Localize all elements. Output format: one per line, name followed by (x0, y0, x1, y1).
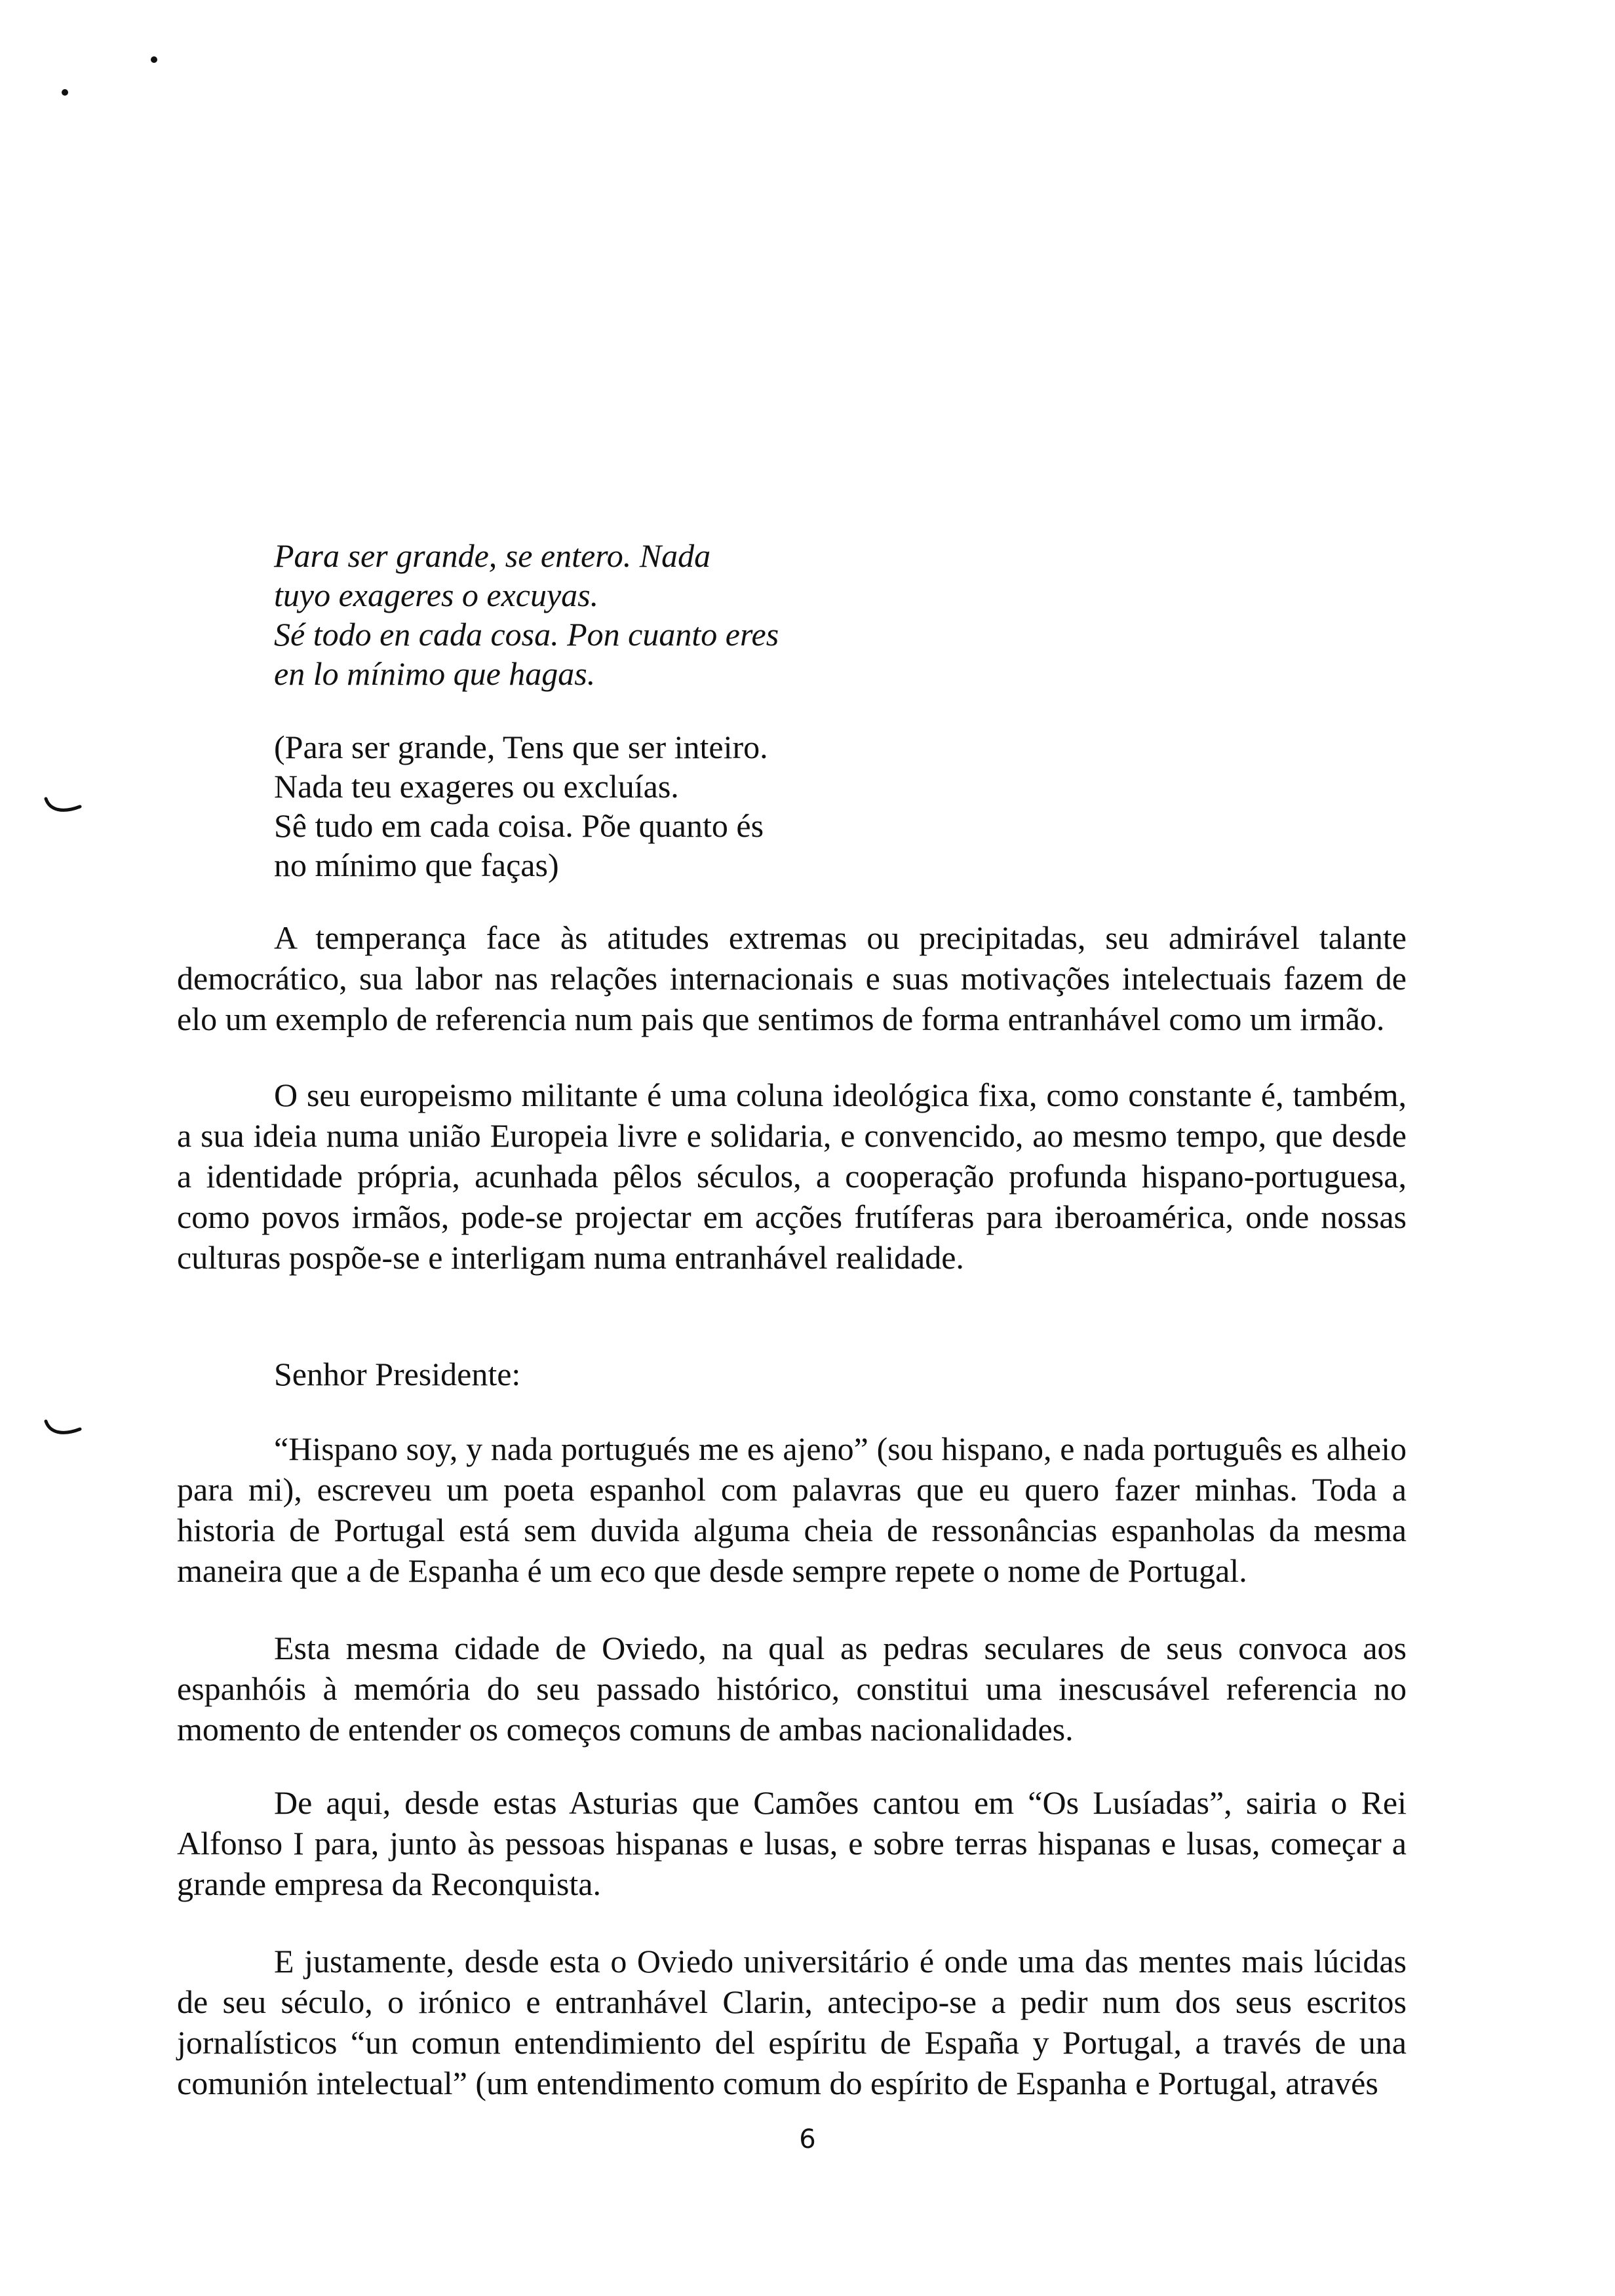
poem-line: Nada teu exageres ou excluías. (274, 768, 679, 805)
scan-speck-dot (62, 89, 68, 96)
poem-line: en lo mínimo que hagas. (274, 655, 596, 692)
body-paragraph: Esta mesma cidade de Oviedo, na qual as pedras seculares de seus convoca aos espanhóis à memória do seu passado histórico, constitui uma inescusável referencia no momento de entender os começos comuns de ambas nacionalidades. (177, 1630, 1407, 1748)
page-number: 6 (799, 2124, 816, 2154)
body-paragraph: E justamente, desde esta o Oviedo universitário é onde uma das mentes mais lúcidas de seu século, o irónico e entranhável Clarin, antecipo-se a pedir num dos seus escritos jornalísticos “un comun entendimiento del espíritu de España y Portugal, a través de una comunión intelectual” (um entendimento comum do espírito de Espanha e Portugal, através (177, 1943, 1407, 2101)
poem-line: tuyo exageres o excuyas. (274, 577, 599, 613)
salutation: Senhor Presidente: (274, 1356, 521, 1392)
margin-check-mark-icon (43, 796, 83, 814)
body-paragraph: De aqui, desde estas Asturias que Camões cantou em “Os Lusíadas”, sairia o Rei Alfonso I para, junto às pessoas hispanas e lusas, e sobre terras hispanas e lusas, começar a grande empresa da Reconquista. (177, 1784, 1407, 1902)
poem-spanish (274, 536, 1257, 693)
poem-line: Para ser grande, se entero. Nada (274, 537, 711, 574)
margin-check-mark-icon (43, 1419, 83, 1437)
body-paragraph: A temperança face às atitudes extremas ou precipitadas, seu admirável talante democrático, sua labor nas relações internacionais e suas motivações intelectuais fazem de elo um exemplo de referencia num pais que sentimos de forma entranhável como um irmão. (177, 919, 1407, 1037)
body-paragraph: “Hispano soy, y nada portugués me es ajeno” (sou hispano, e nada português es alheio para mi), escreveu um poeta espanhol com palavras que eu quero fazer minhas. Toda a historia de Portugal está sem duvida alguma cheia de ressonâncias espanholas da mesma maneira que a de Espanha é um eco que desde sempre repete o nome de Portugal. (177, 1430, 1407, 1589)
poem-portuguese-translation (274, 727, 1257, 885)
poem-line: Sê tudo em cada coisa. Põe quanto és (274, 807, 764, 844)
poem-line: Sé todo en cada cosa. Pon cuanto eres (274, 616, 779, 653)
body-paragraph: O seu europeismo militante é uma coluna ideológica fixa, como constante é, também, a sua ideia numa união Europeia livre e solidaria, e convencido, ao mesmo tempo, que desde a identidade própria, acunhada pêlos séculos, a cooperação profunda hispano-portuguesa, como povos irmãos, pode-se projectar em acções frutíferas para iberoamérica, onde nossas culturas pospõe-se e interligam numa entranhável realidade. (177, 1077, 1407, 1276)
scan-speck-dot (151, 56, 157, 63)
poem-line: (Para ser grande, Tens que ser inteiro. (274, 729, 768, 765)
poem-line: no mínimo que faças) (274, 847, 559, 883)
